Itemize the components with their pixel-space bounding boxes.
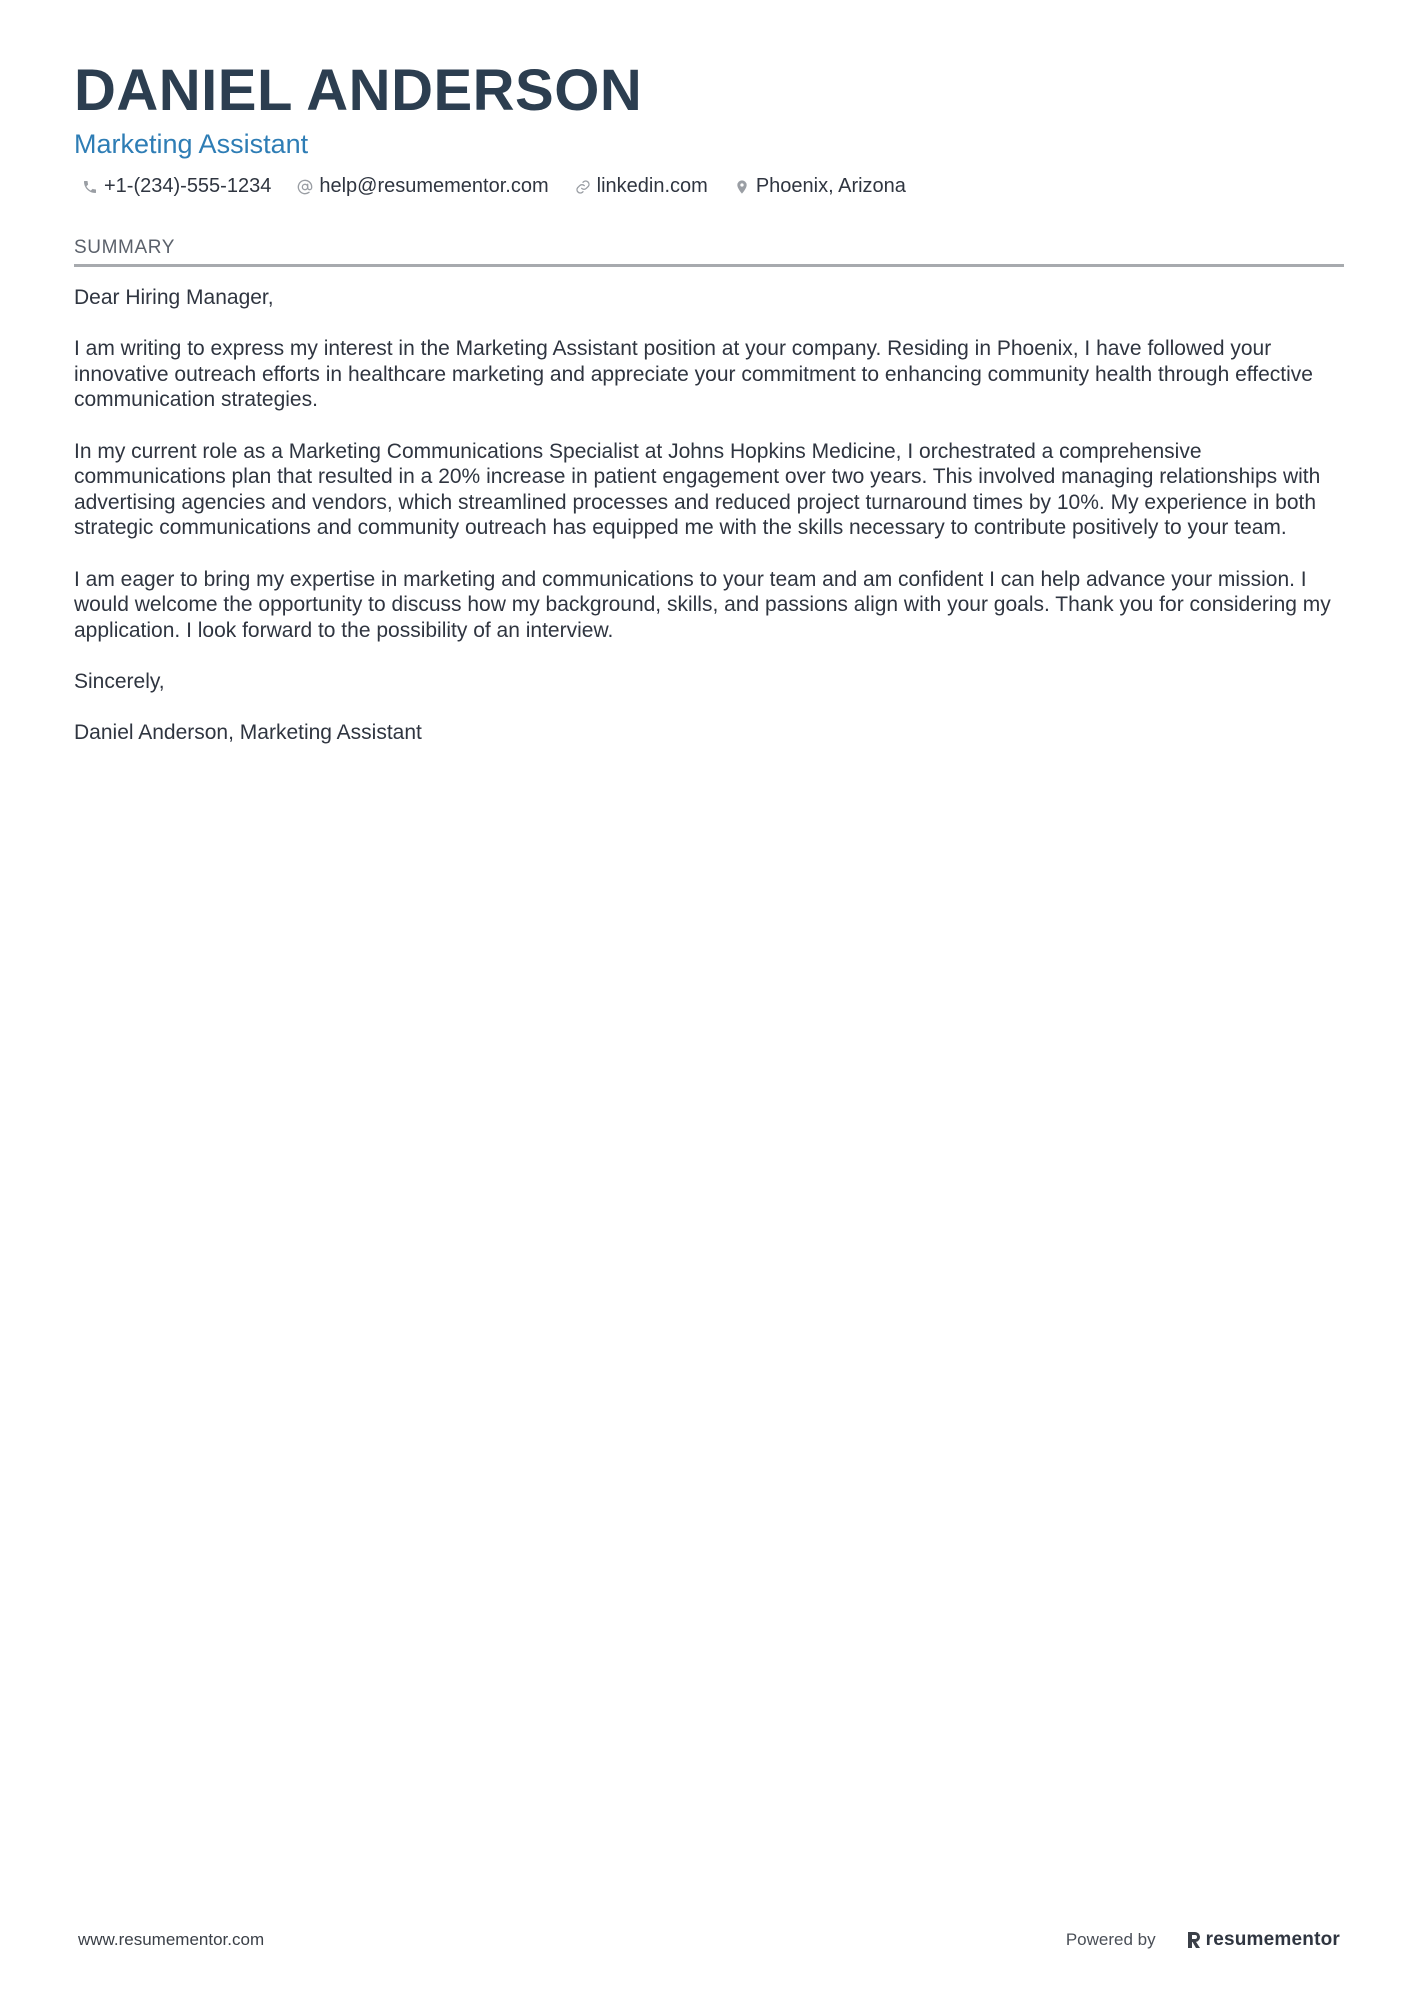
contact-bar <box>74 175 1344 198</box>
contact-email[interactable] <box>297 175 548 198</box>
footer-website[interactable]: www.resumementor.com <box>78 1930 265 1949</box>
link-icon <box>575 179 591 195</box>
at-icon <box>297 179 313 195</box>
letter-closing: Sincerely, <box>74 669 165 693</box>
page-footer <box>78 1925 1340 1955</box>
powered-by-label: Powered by <box>1065 1930 1156 1949</box>
location-text: Phoenix, Arizona <box>755 175 906 197</box>
contact-location <box>734 175 906 198</box>
brand-name: resumementor <box>1205 1929 1340 1950</box>
candidate-name: DANIEL ANDERSON <box>74 58 643 123</box>
brand-logo <box>1186 1929 1340 1951</box>
candidate-title: Marketing Assistant <box>74 129 309 159</box>
phone-text: +1-(234)-555-1234 <box>104 175 272 197</box>
letter-paragraph-1: I am writing to express my interest in the Marketing Assistant position at your company. Residing in Phoenix, I have followed your innovative outreach efforts in healthcare marketing and appreciate your commitment to enhancing community health through effective communication strategies. <box>74 337 1313 412</box>
linkedin-text: linkedin.com <box>596 175 708 197</box>
letter-greeting: Dear Hiring Manager, <box>74 286 274 309</box>
location-pin-icon <box>734 179 750 195</box>
letter-body <box>74 285 1344 746</box>
letter-paragraph-3: I am eager to bring my expertise in marketing and communications to your team and am confident I can help advance your mission. I would welcome the opportunity to discuss how my background, skills, and passions align with your goals. Thank you for considering my application. I look forward to the possibility of an interview. <box>74 567 1331 642</box>
contact-linkedin[interactable] <box>575 175 708 198</box>
contact-phone <box>82 175 271 198</box>
email-text: help@resumementor.com <box>319 175 549 197</box>
section-heading-summary: SUMMARY <box>74 236 1344 267</box>
phone-icon <box>82 179 98 195</box>
letter-paragraph-2: In my current role as a Marketing Communications Specialist at Johns Hopkins Medicine, I orchestrated a comprehensive communications plan that resulted in a 20% increase in patient engagement over two years. This involved managing relationships with advertising agencies and vendors, which streamlined processes and reduced project turnaround times by 10%. My experience in both strategic communications and community outreach has equipped me with the skills necessary to contribute positively to your team. <box>74 439 1321 540</box>
letter-signature: Daniel Anderson, Marketing Assistant <box>74 721 422 745</box>
resumementor-logo-icon <box>1186 1930 1202 1950</box>
footer-branding <box>1066 1929 1340 1951</box>
cover-letter-page <box>74 56 1344 771</box>
